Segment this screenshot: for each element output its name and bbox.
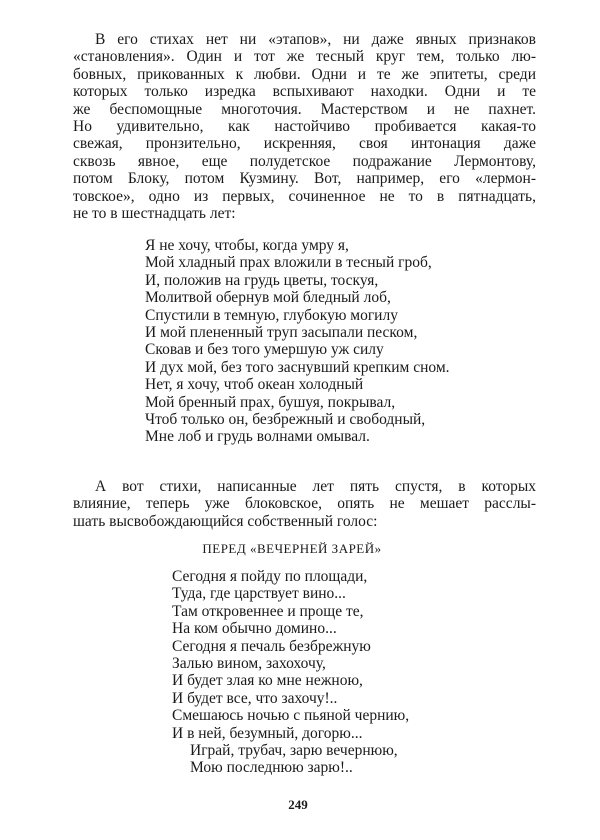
verse-line: Мой хладный прах вложили в тесный гроб, [145,254,432,272]
verse-line: Мой бренный прах, бушуя, покрывал, [145,393,396,411]
text-line: «становления». Один и тот же тесный круг тем, только лю- [73,48,536,66]
verse-line: Сегодня я пойду по площади, [172,568,368,585]
verse-line: И, положив на грудь цветы, тоскуя, [145,271,379,289]
verse-line: Я не хочу, чтобы, когда умру я, [145,237,349,254]
verse-line: Спустили в темную, глубокую могилу [145,306,398,324]
poem-2 [172,568,409,777]
text-line: бовных, прикованных к любви. Одни и те же эпитеты, среди [73,65,536,83]
text-line: В его стихах нет ни «этапов», ни даже явных признаков [95,31,536,48]
text-line: Но удивительно, как настойчиво пробивается какая-то [73,117,536,135]
verse-line: Мне лоб и грудь волнами омывал. [145,428,370,446]
verse-line: И будет все, что захочу!.. [172,689,338,707]
verse-line: Играй, трубач, зарю вечернюю, [190,741,398,759]
verse-line: И будет злая ко мне нежною, [172,672,363,690]
text-line: сквозь явное, еще полудетское подражание Лермонтову, [73,152,536,170]
paragraph-2 [73,478,536,530]
verse-line: Сковав и без того умершую уж силу [145,341,384,359]
verse-line: И в ней, безумный, догорю... [172,724,363,742]
text-line: товское», одно из первых, сочиненное не то в пятнадцать, [73,187,536,205]
text-line: свежая, пронзительно, искренняя, своя интонация даже [73,135,536,153]
verse-line: Нет, я хочу, чтоб океан холодный [145,376,364,394]
verse-line: Мою последнюю зарю!.. [190,759,353,777]
verse-line: Сегодня я печаль безбрежную [172,637,371,655]
text-line: же беспомощные многоточия. Мастерством и не пахнет. [73,100,536,118]
verse-line: Молитвой обернув мой бледный лоб, [145,289,391,307]
verse-line: Залью вином, захохочу, [172,654,326,672]
text-line: А вот стихи, написанные лет пять спустя, в которых [95,478,536,495]
text-line: которых только изредка вспыхивают находки. Одни и те [73,83,536,101]
text-line: не то в шестнадцать лет: [73,204,236,222]
verse-line: Смешаюсь ночью с пьяной чернию, [172,707,410,725]
poem-1 [145,237,450,446]
verse-line: Там откровеннее и проще те, [172,602,364,620]
verse-line: Чтоб только он, безбрежный и свободный, [145,410,426,428]
text-line: потом Блоку, потом Кузмину. Вот, например, его «лермон- [73,170,536,188]
text-line: шать высвобождающийся собственный голос: [73,512,378,530]
paragraph-1 [73,31,536,222]
verse-line: Туда, где царствует вино... [172,585,346,603]
page-number: 249 [288,797,308,812]
verse-line: На ком обычно домино... [172,620,337,638]
verse-line: И мой плененный труп засыпали песком, [145,323,418,341]
text-line: влияние, теперь уже блоковское, опять не мешает расслы- [73,495,536,513]
verse-line: И дух мой, без того заснувший крепким сном. [145,358,450,376]
poem-2-title: ПЕРЕД «ВЕЧЕРНЕЙ ЗАРЕЙ» [202,541,382,556]
